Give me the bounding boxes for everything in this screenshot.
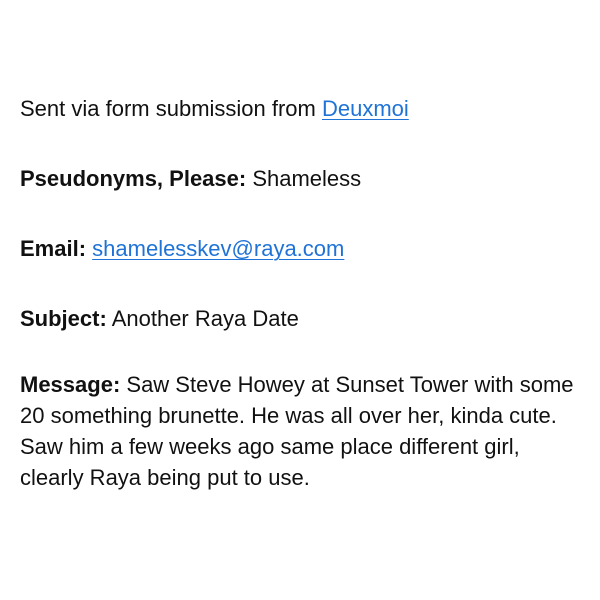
pseudonym-value: Shameless: [246, 166, 362, 191]
email-link[interactable]: shamelesskev@raya.com: [92, 236, 345, 261]
subject-line: [20, 303, 299, 334]
message-value: Saw Steve Howey at Sunset Tower with some 20 something brunette. He was all over her, kinda cute. Saw him a few weeks ago same place different girl, clearly Raya being put to use.: [20, 372, 574, 490]
pseudonym-label: Pseudonyms, Please:: [20, 166, 247, 191]
subject-label: Subject:: [20, 306, 107, 331]
deuxmoi-link[interactable]: Deuxmoi: [321, 96, 409, 121]
email-line: [20, 233, 344, 264]
message-block: [20, 369, 585, 493]
intro-text: Sent via form submission from: [20, 96, 322, 121]
intro-line: [20, 93, 409, 124]
email-label: Email:: [20, 236, 87, 261]
message-label: Message:: [20, 372, 121, 397]
pseudonym-line: [20, 163, 361, 194]
subject-value: Another Raya Date: [106, 306, 299, 331]
